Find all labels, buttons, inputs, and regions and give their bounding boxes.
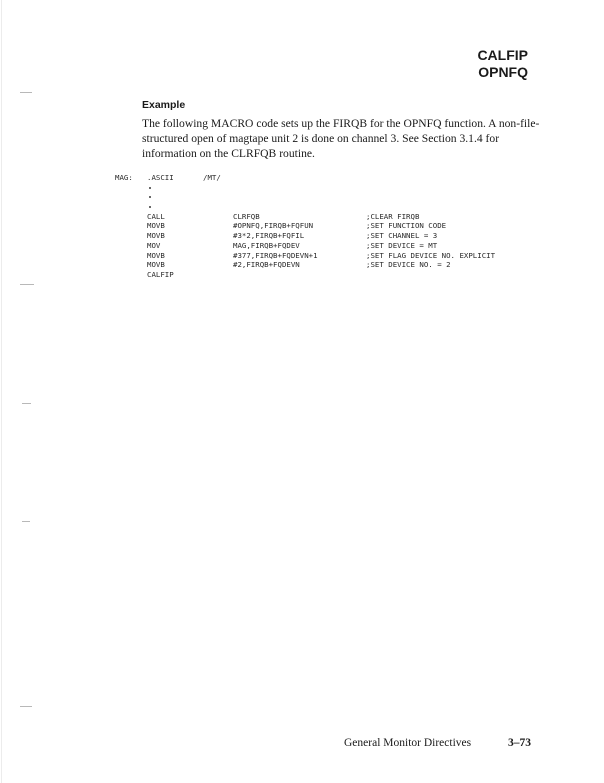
code-op: MOVB (147, 250, 165, 260)
code-op: MOVB (147, 221, 165, 231)
footer-page-number: 3–73 (508, 737, 531, 749)
code-line (115, 211, 420, 222)
ellipsis-dot (149, 196, 151, 198)
header-title-calfip: CALFIP (477, 47, 528, 63)
code-comment: ;SET CHANNEL = 3 (366, 231, 438, 241)
code-comment: ;SET DEVICE NO. = 2 (366, 260, 451, 270)
code-line (115, 260, 451, 270)
code-line (115, 269, 174, 280)
footer-section-title: General Monitor Directives (344, 737, 472, 749)
code-comment: ;SET FUNCTION CODE (366, 221, 447, 231)
code-args: #3*2,FIRQB+FQFIL (233, 231, 305, 241)
code-args: #2,FIRQB+FQDEVN (233, 260, 300, 270)
code-op: MOV (147, 240, 161, 250)
code-op: CALL (147, 211, 165, 221)
code-comment: ;SET FLAG DEVICE NO. EXPLICIT (366, 250, 496, 260)
code-args: MAG,FIRQB+FQDEV (233, 240, 300, 250)
example-heading: Example (142, 99, 186, 111)
code-directive: .ASCII (147, 173, 174, 182)
code-directive-args: /MT/ (203, 173, 221, 182)
code-line (115, 231, 438, 241)
scan-mark (20, 284, 34, 285)
code-label: MAG: (115, 173, 133, 182)
code-comment: ;SET DEVICE = MT (366, 240, 438, 250)
scan-mark (22, 403, 31, 404)
example-paragraph: The following MACRO code sets up the FIRQB for the OPNFQ function. A non-file-structured open of magtape unit 2 is done on channel 3. See Section 3.1.4 for information on the CLRFQB routine. (142, 117, 540, 160)
code-line (115, 173, 221, 183)
code-op: MOVB (147, 260, 165, 270)
scan-mark (20, 92, 32, 93)
scan-mark (20, 706, 32, 707)
code-line (115, 250, 496, 261)
ellipsis-dot (149, 206, 151, 208)
ellipsis-line (115, 183, 133, 193)
code-op: CALFIP (147, 269, 174, 279)
code-op: MOVB (147, 231, 165, 241)
code-listing (115, 173, 496, 280)
scan-mark (22, 521, 30, 522)
code-comment: ;CLEAR FIRQB (366, 211, 420, 221)
code-line (115, 240, 438, 251)
ellipsis-dot (149, 187, 151, 189)
code-args: CLRFQB (233, 211, 260, 221)
page-edge (1, 0, 2, 783)
ellipsis-line (115, 202, 133, 212)
code-args: #377,FIRQB+FQDEVN+1 (233, 250, 318, 260)
header-title-opnfq: OPNFQ (478, 64, 528, 80)
code-line (115, 221, 447, 231)
running-header (477, 47, 528, 81)
ellipsis-line (115, 192, 133, 202)
code-args: #OPNFQ,FIRQB+FQFUN (233, 221, 314, 231)
